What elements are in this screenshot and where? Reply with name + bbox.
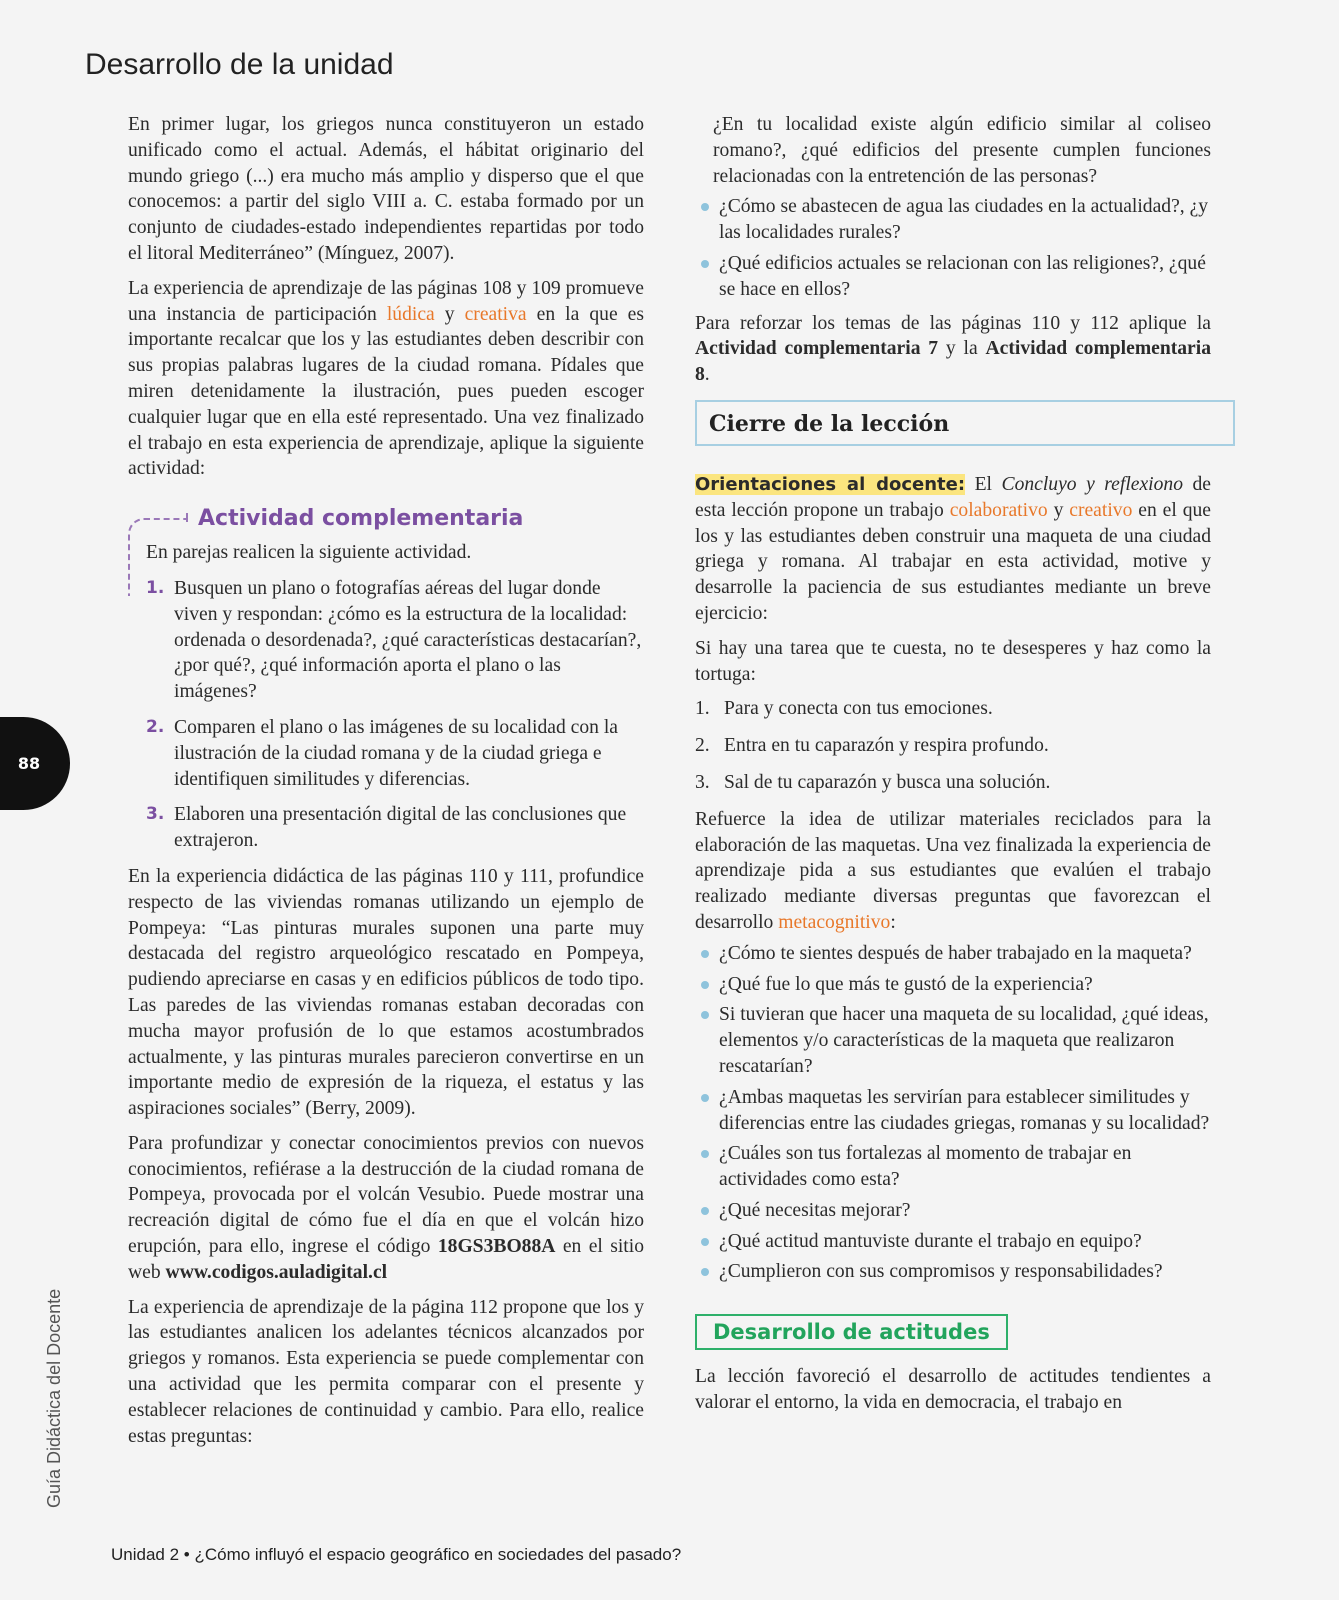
page-title: Desarrollo de la unidad [85,48,394,81]
question-item: Si tuvieran que hacer una maqueta de su localidad, ¿qué ideas, elementos y/o características de la maqueta que realizaron rescatarían? [695,1002,1211,1079]
step-number: 2. [695,735,710,757]
question-coliseo: ¿En tu localidad existe algún edificio similar al coliseo romano?, ¿qué edificios del presente cumplen funciones relacionadas con la entretención de las personas? [713,114,1211,187]
step-item [695,733,1211,759]
activity-item-text: Elaboren una presentación digital de las conclusiones que extrajeron. [174,804,627,852]
paragraph-orientaciones [695,472,1211,627]
step-text: Entra en tu caparazón y respira profundo. [724,735,1049,757]
text-segment: en la que es importante recalcar que los y las estudiantes deben describir con sus propias palabras lugares de la ciudad romana. Pídales que miren detenidamente la ilustración, pues pueden escoger cualquier lugar que en ella esté representado. Una vez finalizado el trabajo en esta experiencia de aprendizaje, aplique la siguiente actividad: [128,303,645,480]
activity-item-number: 3. [146,804,165,825]
paragraph-tortuga: Si hay una tarea que te cuesta, no te desesperes y haz como la tortuga: [695,637,1211,685]
question-list [695,194,1211,302]
steps-list [695,696,1211,795]
paragraph-refuerce [695,807,1211,936]
activity-item [146,576,644,705]
activity-title: Actividad complementaria [198,506,524,532]
question-item: ¿Qué edificios actuales se relacionan con las religiones?, ¿qué se hace en ellos? [695,251,1211,303]
question-item: ¿Cómo te sientes después de haber trabajado en la maqueta? [695,941,1211,967]
activity-intro: En parejas realicen la siguiente actividad. [146,542,472,564]
text-segment: Para reforzar los temas de las páginas 110 y 112 aplique la [695,312,1211,334]
page-number: 88 [17,754,41,773]
text-segment: y la [938,338,986,360]
text-segment: y [434,303,465,325]
left-column [128,112,644,1458]
question-item: ¿Ambas maquetas les servirían para establecer similitudes y diferencias entre las ciudades griegas, romanas y su localidad? [695,1085,1211,1137]
section-heading-actitudes: Desarrollo de actitudes [695,1314,1008,1350]
text-segment: Para profundizar y conectar conocimientos previos con nuevos conocimientos, refiérase a la destrucción de la ciudad romana de Pompeya, provocada por el volcán Vesubio. Puede mostrar una recreación digital de cómo fue el día en que el volcán hizo erupción, para ello, ingrese el código [128,1132,644,1258]
access-code: 18GS3BO88A [437,1236,556,1258]
activity-item [146,802,644,854]
text-segment: de esta lección propone un trabajo [695,473,1211,521]
activity-ref-8: Actividad complementaria 8 [695,338,1211,386]
step-item [695,770,1211,796]
footer: Unidad 2 • ¿Cómo influyó el espacio geográfico en sociedades del pasado? [111,1545,682,1564]
step-item [695,696,1211,722]
text-segment: Refuerce la idea de utilizar materiales reciclados para la elaboración de las maquetas. Una vez finalizada la experiencia de aprendizaje pida a sus estudiantes que evalúen el trabajo realizado mediante diversas preguntas que favorezcan el desarrollo [695,808,1211,933]
text-segment: El [965,473,1002,495]
right-column [695,112,1211,1425]
question-item: ¿Qué fue lo que más te gustó de la experiencia? [695,972,1211,998]
text-segment: en el que los y las estudiantes deben construir una maqueta de una ciudad griega y romana. Al trabajar en esta actividad, motive y desarrolle la paciencia de sus estudiantes mediante un breve ejercicio: [695,499,1211,624]
activity-ref-7: Actividad complementaria 7 [695,338,939,360]
activity-item-text: Comparen el plano o las imágenes de su localidad con la ilustración de la ciudad romana y de la ciudad griega e identifiquen similitudes y diferencias. [174,716,618,790]
page-number-tab [0,717,70,810]
paragraph-vesubio [128,1131,644,1286]
activity-bracket-tick [186,513,188,522]
activity-item-number: 1. [146,577,165,598]
question-item: ¿Qué actitud mantuviste durante el trabajo en equipo? [695,1229,1211,1255]
text-segment: La experiencia de aprendizaje de las páginas 108 y 109 promueve una instancia de participación [128,277,644,325]
keyword-metacognitivo: metacognitivo [778,911,891,933]
text-segment: en el sitio web [128,1236,644,1283]
step-number: 3. [695,771,710,793]
evaluation-question-list [695,941,1211,1286]
activity-item-text: Busquen un plano o fotografías aéreas del lugar donde viven y respondan: ¿cómo es la estructura de la localidad: ordenada o desordenada?, ¿qué características destacarían?, ¿por qué?, ¿qué información aporta el plano o las imágenes? [174,577,642,703]
activity-item-number: 2. [146,716,165,737]
keyword-creativo: creativo [1069,499,1133,521]
question-item: ¿Cumplieron con sus compromisos y responsabilidades? [695,1259,1211,1285]
italic-title: Concluyo y reflexiono [1001,473,1183,495]
keyword-colaborativo: colaborativo [949,499,1048,521]
highlight-label: Orientaciones al docente: [695,473,966,495]
text-segment: . [704,364,710,386]
activity-list [146,576,644,854]
paragraph-pompeya: En la experiencia didáctica de las páginas 110 y 111, profundice respecto de las viviendas romanas utilizando un ejemplo de Pompeya: “Las pinturas murales suponen una parte muy destacada del registro arqueológico rescatado en Pompeya, pudiendo apreciarse en casas y en edificios públicos de todo tipo. Las paredes de las viviendas romanas estaban decoradas con mucha mayor profusión de lo que estamos acostumbrados actualmente, y las pinturas murales parecieron convertirse en un importante medio de expresión de la riqueza, el estatus y las aspiraciones sociales” (Berry, 2009). [128,865,644,1120]
activity-box [128,504,644,854]
paragraph-experiencia-108 [128,276,644,482]
step-text: Para y conecta con tus emociones. [724,698,993,720]
question-item: ¿Qué necesitas mejorar? [695,1198,1211,1224]
text-segment: : [890,911,896,933]
paragraph-reforzar [695,311,1211,388]
section-heading-cierre: Cierre de la lección [695,400,1235,446]
paragraph-griegos: En primer lugar, los griegos nunca constituyeron un estado unificado como el actual. Además, el hábitat originario del mundo griego (...) era mucho más amplio y disperso que el que conocemos: a partir del siglo VIII a. C. estaba formado por un conjunto de ciudades-estado independientes repartidas por todo el litoral Mediterráneo” (Mínguez, 2007). [128,114,644,264]
step-text: Sal de tu caparazón y busca una solución. [724,771,1051,793]
side-label: Guía Didáctica del Docente [44,1288,64,1508]
question-item: ¿Cómo se abastecen de agua las ciudades en la actualidad?, ¿y las localidades rurales? [695,194,1211,246]
step-number: 1. [695,698,710,720]
paragraph-actitudes: La lección favoreció el desarrollo de actitudes tendientes a valorar el entorno, la vida en democracia, el trabajo en [695,1366,1211,1414]
website-link[interactable]: www.codigos.auladigital.cl [165,1261,388,1283]
question-item: ¿Cuáles son tus fortalezas al momento de trabajar en actividades como esta? [695,1141,1211,1193]
activity-item [146,715,644,792]
keyword-ludica: lúdica [386,303,435,325]
keyword-creativa: creativa [464,303,527,325]
paragraph-experiencia-112: La experiencia de aprendizaje de la página 112 propone que los y las estudiantes analicen los adelantes técnicos alcanzados por griegos y romanos. Esta experiencia se puede complementar con una actividad que les permita comparar con el presente y establecer relaciones de continuidad y cambio. Para ello, realice estas preguntas: [128,1296,644,1447]
text-segment: y [1047,499,1070,521]
